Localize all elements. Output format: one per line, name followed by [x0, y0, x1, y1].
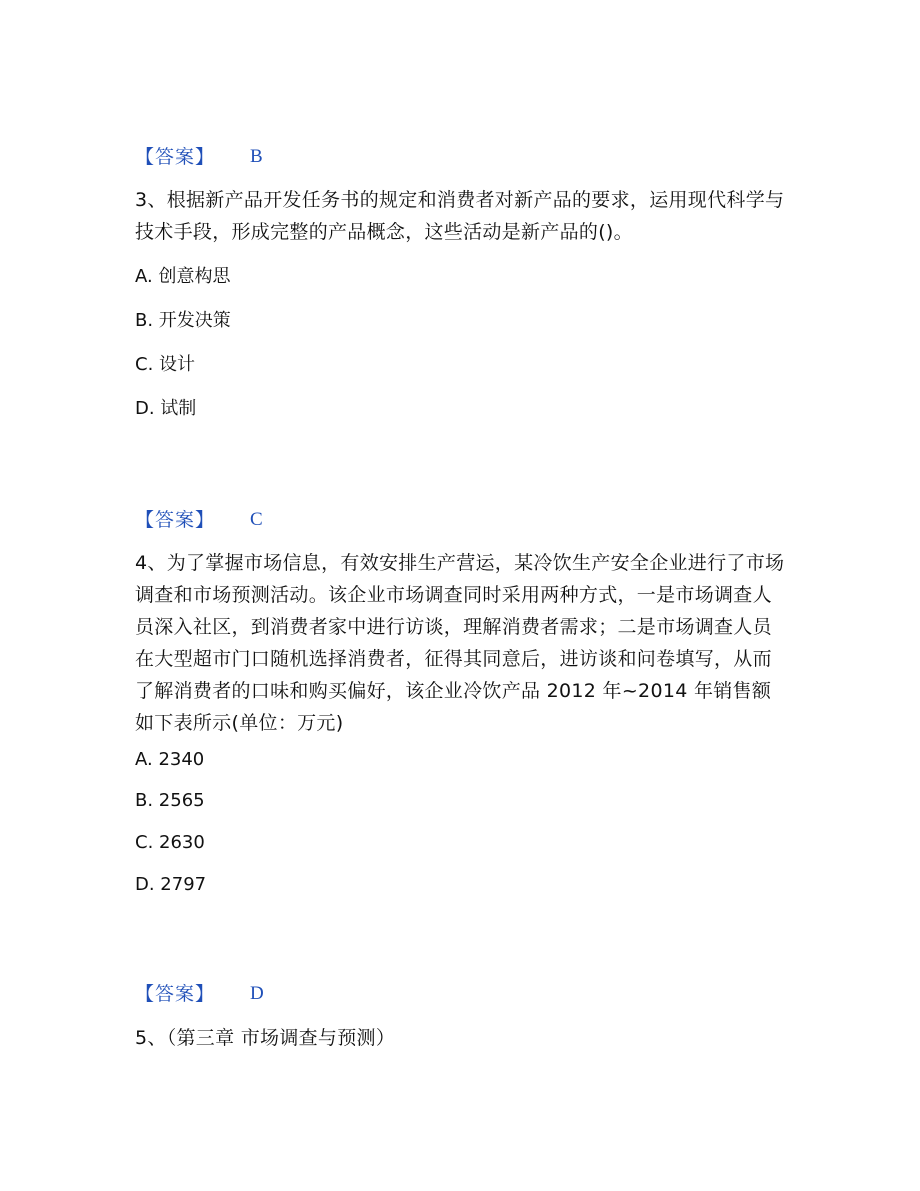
answer-row [135, 983, 264, 1005]
question-4-option-b: B. 2565 [135, 790, 205, 811]
question-3-option-a: A. 创意构思 [135, 266, 231, 287]
question-4-option-a: A. 2340 [135, 749, 205, 770]
answer-label: 【答案】 [135, 146, 216, 168]
question-4-option-d: D. 2797 [135, 874, 207, 895]
question-5-text: 5、（第三章 市场调查与预测） [135, 1027, 396, 1049]
answer-value: C [250, 509, 263, 530]
question-3-option-c: C. 设计 [135, 354, 196, 375]
answer-value: B [250, 146, 263, 167]
question-4-text: 4、为了掌握市场信息，有效安排生产营运，某冷饮生产安全企业进行了市场调查和市场预测活动。该企业市场调查同时采用两种方式，一是市场调查人员深入社区，到消费者家中进行访谈，理解消费者需求；二是市场调查人员在大型超市门口随机选择消费者，征得其同意后，进访谈和问卷填写，从而了解消费者的口味和购买偏好，该企业冷饮产品 2012 年~2014 年销售额如下表所示(单位：万元) [135, 552, 785, 734]
answer-label: 【答案】 [135, 509, 216, 531]
answer-row [135, 509, 263, 531]
question-3-option-b: B. 开发决策 [135, 310, 231, 331]
question-4-option-c: C. 2630 [135, 832, 205, 853]
answer-row [135, 146, 263, 168]
answer-value: D [250, 983, 264, 1004]
question-3-option-d: D. 试制 [135, 398, 197, 419]
question-3-text: 3、根据新产品开发任务书的规定和消费者对新产品的要求，运用现代科学与技术手段，形成完整的产品概念，这些活动是新产品的()。 [135, 189, 785, 243]
answer-label: 【答案】 [135, 983, 216, 1005]
